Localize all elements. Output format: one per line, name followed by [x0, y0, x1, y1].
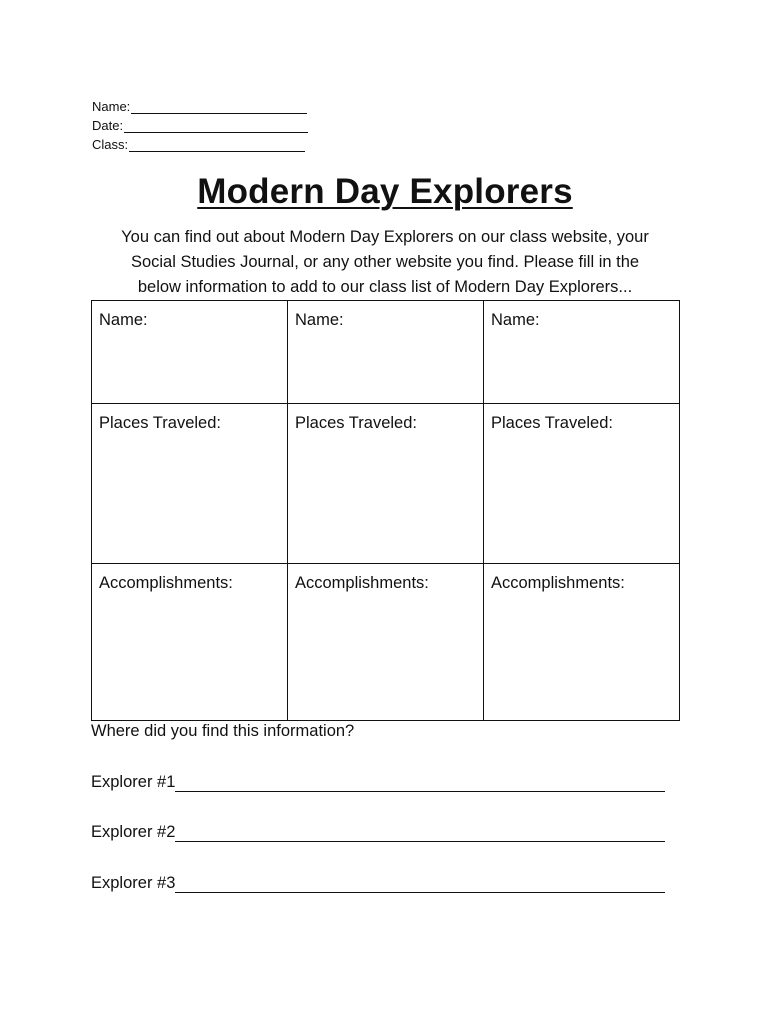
date-field-row	[92, 114, 308, 133]
name-cell[interactable]: Name:	[484, 301, 680, 404]
accomplishments-cell[interactable]: Accomplishments:	[288, 564, 484, 721]
explorer-source-label: Explorer #3	[91, 874, 176, 892]
intro-line: Social Studies Journal, or any other website you find. Please fill in the	[130, 253, 640, 271]
explorer-source-label: Explorer #1	[91, 773, 176, 791]
explorer-source-line[interactable]	[175, 825, 665, 842]
date-field-line[interactable]	[124, 120, 308, 133]
explorer-source-line[interactable]	[175, 775, 665, 792]
table-row-name	[92, 301, 680, 404]
explorer-source-row-1	[91, 773, 665, 792]
explorer-source-row-2	[91, 823, 665, 842]
explorer-source-line[interactable]	[175, 876, 665, 893]
accomplishments-cell[interactable]: Accomplishments:	[484, 564, 680, 721]
class-field-row	[92, 133, 308, 152]
accomplishments-cell[interactable]: Accomplishments:	[92, 564, 288, 721]
name-field-label: Name:	[92, 99, 131, 114]
student-info-fields	[92, 95, 308, 152]
intro-paragraph	[60, 225, 710, 300]
places-traveled-cell[interactable]: Places Traveled:	[288, 404, 484, 564]
page-title: Modern Day Explorers	[197, 172, 573, 211]
table-row-accomplishments	[92, 564, 680, 721]
places-traveled-cell[interactable]: Places Traveled:	[92, 404, 288, 564]
date-field-label: Date:	[92, 118, 124, 133]
intro-line: below information to add to our class list of Modern Day Explorers...	[137, 278, 633, 296]
places-traveled-cell[interactable]: Places Traveled:	[484, 404, 680, 564]
name-cell[interactable]: Name:	[92, 301, 288, 404]
intro-line: You can find out about Modern Day Explorers on our class website, your	[121, 228, 649, 246]
class-field-line[interactable]	[129, 139, 305, 152]
name-field-row	[92, 95, 308, 114]
source-question: Where did you find this information?	[91, 722, 355, 740]
name-field-line[interactable]	[131, 101, 307, 114]
class-field-label: Class:	[92, 137, 129, 152]
name-cell[interactable]: Name:	[288, 301, 484, 404]
explorer-source-row-3	[91, 874, 665, 893]
table-row-places	[92, 404, 680, 564]
explorer-source-label: Explorer #2	[91, 823, 176, 841]
explorer-table	[91, 300, 680, 721]
